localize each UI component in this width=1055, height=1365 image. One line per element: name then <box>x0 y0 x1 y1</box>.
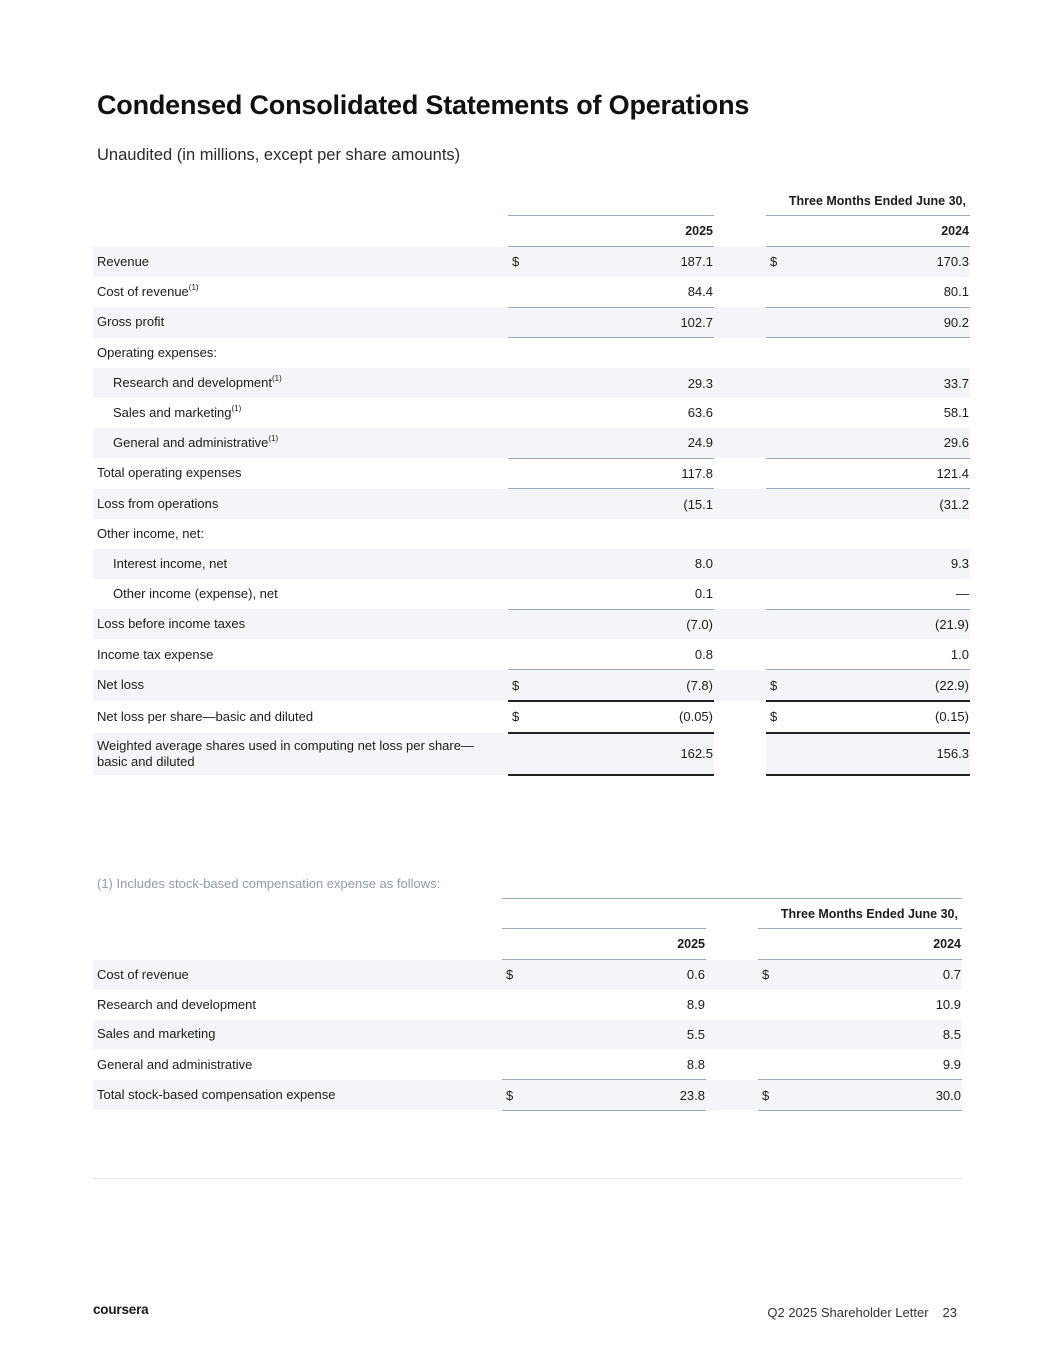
value-cell: 23.8 <box>532 1080 706 1111</box>
value-cell: (7.8) <box>538 670 714 701</box>
value-cell: 29.6 <box>796 428 970 458</box>
footnote-text: (1) Includes stock-based compensation expense as follows: <box>97 876 441 891</box>
document-name: Q2 2025 Shareholder Letter <box>767 1305 929 1320</box>
value-cell: 63.6 <box>687 405 713 421</box>
value-cell: 170.3 <box>796 247 970 277</box>
row-label: Cost of revenue$^{(1)}$ <box>97 282 199 299</box>
value-cell: 1.0 <box>796 639 970 669</box>
table-row <box>93 549 970 579</box>
value-cell: 80.1 <box>796 277 970 307</box>
table-row <box>93 960 962 990</box>
currency-symbol: $ <box>758 1080 788 1111</box>
value-cell: 8.9 <box>686 997 705 1013</box>
row-label: Interest income, net <box>93 549 508 579</box>
value-cell: (31.2 <box>796 489 970 519</box>
value-cell: 29.3 <box>538 368 714 398</box>
table-row <box>93 1080 962 1111</box>
value-cell: 0.6 <box>532 960 706 990</box>
footnote-marker: (1) <box>268 433 279 443</box>
value-cell: 9.3 <box>796 549 970 579</box>
row-label: Cost of revenue <box>93 960 502 990</box>
value-cell: 8.5 <box>788 1020 962 1050</box>
row-label: Sales and marketing <box>93 1020 502 1050</box>
value-cell: 162.5 <box>538 733 714 775</box>
year-header: 2025 <box>502 929 706 960</box>
year-header: 2025 <box>508 216 714 247</box>
value-cell: 10.9 <box>935 997 961 1013</box>
row-label: Income tax expense <box>97 646 214 662</box>
currency-symbol: $ <box>758 960 788 990</box>
table-row <box>93 701 970 733</box>
value-cell: (0.05) <box>538 701 714 733</box>
table-row <box>93 428 970 458</box>
currency-symbol: $ <box>766 701 796 733</box>
coursera-logo: coursera <box>93 1302 149 1317</box>
value-cell: 8.8 <box>532 1049 706 1079</box>
page-footer <box>767 1305 957 1320</box>
row-label: Loss from operations <box>93 489 508 519</box>
footnote-marker: (1) <box>231 403 242 413</box>
row-label: Other income (expense), net <box>113 585 278 601</box>
row-label: Loss before income taxes <box>93 609 508 639</box>
row-label: Sales and marketing$^{(1)}$ <box>113 403 242 420</box>
currency-symbol: $ <box>508 247 538 277</box>
currency-symbol: $ <box>502 1080 532 1111</box>
value-cell: 30.0 <box>788 1080 962 1111</box>
table-row <box>93 489 970 519</box>
value-cell: 84.4 <box>538 277 714 307</box>
row-label: Total operating expenses <box>97 465 242 481</box>
value-cell: 8.0 <box>538 549 714 579</box>
value-cell: 187.1 <box>538 247 714 277</box>
year-header: 2024 <box>766 216 970 247</box>
page-subtitle: Unaudited (in millions, except per share amounts) <box>97 146 461 164</box>
table-row <box>93 733 970 775</box>
footnote-marker: (1) <box>272 374 282 384</box>
value-cell: 156.3 <box>796 733 970 775</box>
year-header: 2024 <box>758 929 962 960</box>
section-label: Operating expenses: <box>97 345 217 361</box>
currency-symbol: $ <box>508 670 538 701</box>
row-label: Net loss per share—basic and diluted <box>97 708 314 724</box>
row-label: General and administrative <box>97 1056 253 1072</box>
table-header-years <box>93 929 962 960</box>
value-cell: 9.9 <box>788 1049 962 1079</box>
value-cell: 117.8 <box>538 458 714 489</box>
page-title: Condensed Consolidated Statements of Operations <box>97 90 750 120</box>
table-row <box>93 609 970 639</box>
row-label: Research and development <box>97 996 256 1012</box>
value-cell: 121.4 <box>796 458 970 489</box>
value-cell: 0.1 <box>538 579 714 609</box>
value-cell: (21.9) <box>796 609 970 639</box>
currency-symbol: $ <box>766 670 796 701</box>
table-row <box>93 519 970 549</box>
value-cell: (22.9) <box>796 670 970 701</box>
row-label: Research and development$^{(1)}$ <box>93 368 508 398</box>
page-number: 23 <box>942 1305 957 1320</box>
footnote-marker: (1) <box>188 282 199 292</box>
row-label: Revenue <box>93 247 508 277</box>
table-row <box>93 398 970 428</box>
table-header-period <box>93 899 962 929</box>
value-cell: 5.5 <box>532 1020 706 1050</box>
value-cell: — <box>796 579 970 609</box>
table-row <box>93 307 970 338</box>
value-cell: 90.2 <box>796 307 970 338</box>
row-label: Gross profit <box>93 307 508 338</box>
table-row <box>93 277 970 307</box>
currency-symbol: $ <box>508 701 538 733</box>
table-row <box>93 990 962 1020</box>
sbc-table <box>93 898 962 1111</box>
table-header-years <box>93 216 970 247</box>
table-row <box>93 368 970 398</box>
currency-symbol: $ <box>766 247 796 277</box>
value-cell: (15.1 <box>538 489 714 519</box>
value-cell: 0.7 <box>788 960 962 990</box>
section-label: Other income, net: <box>97 526 204 542</box>
table-row <box>93 1049 962 1079</box>
value-cell: 58.1 <box>943 405 969 421</box>
period-header: Three Months Ended June 30, <box>502 899 962 929</box>
table-row <box>93 639 970 669</box>
value-cell: 33.7 <box>796 368 970 398</box>
row-label: Weighted average shares used in computing net loss per share—basic and diluted <box>93 733 508 775</box>
value-cell: (0.15) <box>796 701 970 733</box>
table-row <box>93 247 970 277</box>
currency-symbol: $ <box>502 960 532 990</box>
value-cell: (7.0) <box>538 609 714 639</box>
table-row <box>93 458 970 489</box>
table-row <box>93 670 970 701</box>
value-cell: 102.7 <box>538 307 714 338</box>
value-cell: 24.9 <box>538 428 714 458</box>
row-label: Total stock-based compensation expense <box>93 1080 502 1111</box>
table-row <box>93 579 970 609</box>
row-label: Net loss <box>93 670 508 701</box>
table-header-period <box>93 186 970 216</box>
value-cell: 0.8 <box>538 639 714 669</box>
table-row <box>93 1020 962 1050</box>
period-header: Three Months Ended June 30, <box>788 193 966 208</box>
table-row <box>93 338 970 368</box>
footer-divider <box>93 1178 962 1179</box>
row-label: General and administrative$^{(1)}$ <box>93 428 508 458</box>
operations-table <box>93 186 970 776</box>
